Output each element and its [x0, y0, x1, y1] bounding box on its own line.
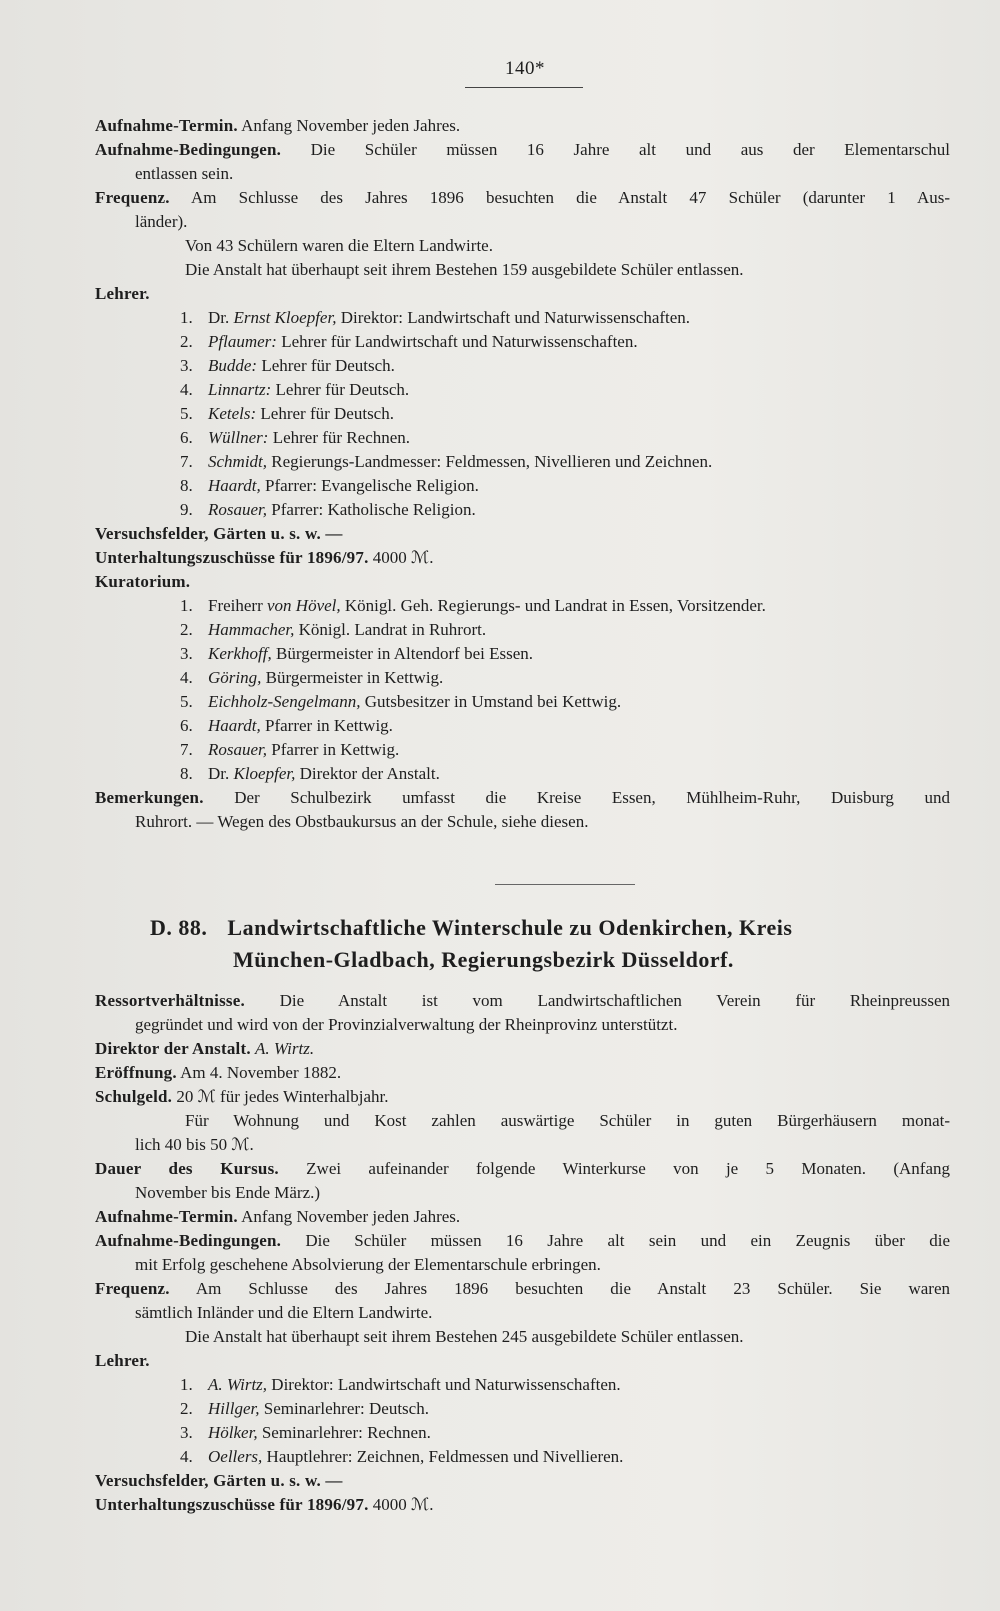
- entry-text: Am 4. November 1882.: [180, 1063, 342, 1082]
- entry-unterhaltung: [95, 1493, 950, 1517]
- entry-aufnahme-bedingungen: [95, 1229, 950, 1253]
- list-item: [95, 714, 950, 738]
- entry-paragraph: Von 43 Schülern waren die Eltern Landwirte.: [185, 236, 493, 255]
- list-item-name: Pflaumer:: [208, 332, 277, 351]
- entry-label: Eröffnung.: [95, 1063, 177, 1082]
- list-item-number: 2.: [180, 620, 193, 639]
- entry-label: Ressortverhältnisse.: [95, 991, 245, 1010]
- entry-text: Die Anstalt ist vom Landwirtschaftlichen Verein für Rheinpreussen: [279, 991, 951, 1010]
- list-item-name: Hillger,: [208, 1399, 260, 1418]
- entry-continuation: mit Erfolg geschehene Absolvierung der Elementarschule erbringen.: [135, 1255, 601, 1274]
- entry-continuation: lich 40 bis 50 ℳ.: [135, 1135, 254, 1154]
- list-item: [95, 690, 950, 714]
- list-item-text: Lehrer für Deutsch.: [275, 380, 410, 399]
- list-item: [95, 1445, 950, 1469]
- list-item-text: Königl. Geh. Regierungs- und Landrat in Essen, Vorsitzender.: [344, 596, 766, 615]
- entry-text: Am Schlusse des Jahres 1896 besuchten die Anstalt 47 Schüler (darunter 1 Aus-: [190, 188, 951, 207]
- entry-eroeffnung: [95, 1061, 950, 1085]
- entry-paragraph: Die Anstalt hat überhaupt seit ihrem Bestehen 159 ausgebildete Schüler entlassen.: [185, 260, 744, 279]
- entry-aufnahme-termin: [95, 114, 950, 138]
- list-item-text: Königl. Landrat in Ruhrort.: [298, 620, 487, 639]
- entry-label: Aufnahme-Termin.: [95, 116, 238, 135]
- entry-aufnahme-termin: [95, 1205, 950, 1229]
- list-item: [95, 594, 950, 618]
- list-item-number: 7.: [180, 740, 193, 759]
- list-item-number: 6.: [180, 716, 193, 735]
- list-item: [95, 498, 950, 522]
- entry-ressort: [95, 989, 950, 1013]
- entry-frequenz: [95, 1277, 950, 1301]
- versuchsfelder-line: Versuchsfelder, Gärten u. s. w. —: [95, 1471, 343, 1490]
- list-item: [95, 738, 950, 762]
- entry-text: Die Schüler müssen 16 Jahre alt und aus der Elementarschul: [310, 140, 951, 159]
- list-item-number: 2.: [180, 1399, 193, 1418]
- lehrer-list: [95, 1373, 950, 1469]
- entry-label: Bemerkungen.: [95, 788, 204, 807]
- list-item-name: Linnartz:: [208, 380, 272, 399]
- entry-direktor: [95, 1037, 950, 1061]
- lehrer-heading: Lehrer.: [95, 284, 150, 303]
- list-item-text: Direktor der Anstalt.: [299, 764, 440, 783]
- kuratorium-list: [95, 594, 950, 786]
- entry-unterhaltung: [95, 546, 950, 570]
- list-item-number: 7.: [180, 452, 193, 471]
- entry-text: Anfang November jeden Jahres.: [241, 116, 461, 135]
- list-item-number: 4.: [180, 668, 193, 687]
- entry-continuation: länder).: [135, 212, 188, 231]
- entry-text: 20 ℳ für jedes Winterhalbjahr.: [176, 1087, 389, 1106]
- list-item-number: 5.: [180, 404, 193, 423]
- list-item: [95, 1421, 950, 1445]
- entry-label: Direktor der Anstalt.: [95, 1039, 251, 1058]
- section-heading: [95, 912, 950, 976]
- list-item: [95, 450, 950, 474]
- list-item-name: Kerkhoff,: [208, 644, 272, 663]
- list-item-name: Eichholz-Sengelmann,: [208, 692, 361, 711]
- entry-text: Am Schlusse des Jahres 1896 besuchten die Anstalt 23 Schüler. Sie waren: [195, 1279, 950, 1298]
- entry-label: Schulgeld.: [95, 1087, 173, 1106]
- list-item-number: 3.: [180, 356, 193, 375]
- list-item-text: Lehrer für Rechnen.: [272, 428, 411, 447]
- list-item-text: Seminarlehrer: Deutsch.: [263, 1399, 429, 1418]
- entry-bemerkungen: [95, 786, 950, 810]
- list-item-name: Hölker,: [208, 1423, 258, 1442]
- page-number: 140*: [505, 58, 545, 79]
- entry-text: Die Schüler müssen 16 Jahre alt sein und ein Zeugnis über die: [305, 1231, 951, 1250]
- list-item: [95, 666, 950, 690]
- list-item-number: 3.: [180, 1423, 193, 1442]
- entry-aufnahme-bedingungen: [95, 138, 950, 162]
- list-item: [95, 474, 950, 498]
- entry-continuation: gegründet und wird von der Provinzialverwaltung der Rheinprovinz unterstützt.: [135, 1015, 678, 1034]
- list-item-text: Bürgermeister in Kettwig.: [265, 668, 444, 687]
- entry-text: A. Wirtz.: [255, 1039, 315, 1058]
- list-item-number: 1.: [180, 596, 193, 615]
- list-item-name: Budde:: [208, 356, 258, 375]
- list-item-number: 1.: [180, 1375, 193, 1394]
- list-item-number: 8.: [180, 476, 193, 495]
- list-item: [95, 330, 950, 354]
- entry-paragraph: Die Anstalt hat überhaupt seit ihrem Bestehen 245 ausgebildete Schüler entlassen.: [185, 1327, 744, 1346]
- list-item: [95, 618, 950, 642]
- list-item: [95, 378, 950, 402]
- section-previous-school: [95, 114, 950, 834]
- list-item-number: 4.: [180, 1447, 193, 1466]
- entry-continuation: sämtlich Inländer und die Eltern Landwirte.: [135, 1303, 433, 1322]
- entry-text: Zwei aufeinander folgende Winterkurse von je 5 Monaten. (Anfang: [306, 1159, 950, 1178]
- entry-schulgeld: [95, 1085, 950, 1109]
- list-item-name: A. Wirtz,: [208, 1375, 268, 1394]
- list-item-text: Pfarrer in Kettwig.: [265, 716, 393, 735]
- list-item-name: Oellers,: [208, 1447, 263, 1466]
- list-item-text: Bürgermeister in Altendorf bei Essen.: [276, 644, 533, 663]
- list-item-name: Kloepfer,: [233, 764, 296, 783]
- entry-continuation: Ruhrort. — Wegen des Obstbaukursus an der Schule, siehe diesen.: [135, 812, 589, 831]
- versuchsfelder-line: Versuchsfelder, Gärten u. s. w. —: [95, 524, 343, 543]
- list-item-text: Lehrer für Deutsch.: [261, 356, 395, 375]
- list-item-text: Direktor: Landwirtschaft und Naturwissenschaften.: [271, 1375, 621, 1394]
- heading-title-line2: München-Gladbach, Regierungsbezirk Düsseldorf.: [233, 947, 734, 972]
- list-item-text: Pfarrer in Kettwig.: [271, 740, 400, 759]
- entry-text: 4000 ℳ.: [372, 1495, 434, 1514]
- list-item: [95, 762, 950, 786]
- list-item-name: Haardt,: [208, 476, 261, 495]
- list-item-prefix: Dr.: [208, 764, 230, 783]
- list-item-name: von Hövel,: [267, 596, 341, 615]
- list-item-name: Schmidt,: [208, 452, 268, 471]
- entry-label: Aufnahme-Termin.: [95, 1207, 238, 1226]
- list-item: [95, 1397, 950, 1421]
- list-item-number: 1.: [180, 308, 193, 327]
- list-item-name: Rosauer,: [208, 500, 268, 519]
- list-item-name: Ernst Kloepfer,: [233, 308, 337, 327]
- entry-label: Dauer des Kursus.: [95, 1159, 279, 1178]
- entry-frequenz: [95, 186, 950, 210]
- list-item-number: 5.: [180, 692, 193, 711]
- lehrer-list: [95, 306, 950, 522]
- list-item-text: Seminarlehrer: Rechnen.: [261, 1423, 431, 1442]
- list-item: [95, 426, 950, 450]
- entry-text: 4000 ℳ.: [372, 548, 434, 567]
- heading-title-line1: Landwirtschaftliche Winterschule zu Odenkirchen, Kreis: [227, 915, 793, 940]
- list-item: [95, 402, 950, 426]
- entry-label: Unterhaltungszuschüsse für 1896/97.: [95, 548, 369, 567]
- list-item-number: 6.: [180, 428, 193, 447]
- heading-number: D. 88.: [150, 915, 208, 940]
- kuratorium-heading: Kuratorium.: [95, 572, 191, 591]
- list-item-prefix: Freiherr: [208, 596, 263, 615]
- entry-label: Unterhaltungszuschüsse für 1896/97.: [95, 1495, 369, 1514]
- list-item-name: Rosauer,: [208, 740, 268, 759]
- list-item: [95, 306, 950, 330]
- list-item-name: Haardt,: [208, 716, 261, 735]
- list-item-name: Ketels:: [208, 404, 257, 423]
- entry-continuation: November bis Ende März.): [135, 1183, 321, 1202]
- list-item-text: Hauptlehrer: Zeichnen, Feldmessen und Nivellieren.: [266, 1447, 624, 1466]
- list-item-text: Lehrer für Deutsch.: [260, 404, 394, 423]
- entry-label: Aufnahme-Bedingungen.: [95, 1231, 282, 1250]
- section-odenkirchen: [95, 989, 950, 1517]
- entry-continuation: entlassen sein.: [135, 164, 234, 183]
- page-number-rule: [465, 87, 583, 88]
- list-item-text: Direktor: Landwirtschaft und Naturwissenschaften.: [340, 308, 691, 327]
- entry-paragraph: Für Wohnung und Kost zahlen auswärtige Schüler in guten Bürgerhäusern monat-: [185, 1111, 950, 1130]
- entry-label: Frequenz.: [95, 188, 170, 207]
- list-item-number: 3.: [180, 644, 193, 663]
- list-item-name: Göring,: [208, 668, 262, 687]
- list-item-text: Lehrer für Landwirtschaft und Naturwissenschaften.: [281, 332, 638, 351]
- list-item-number: 9.: [180, 500, 193, 519]
- list-item: [95, 1373, 950, 1397]
- section-separator: [495, 884, 635, 885]
- list-item-number: 2.: [180, 332, 193, 351]
- list-item-number: 4.: [180, 380, 193, 399]
- list-item-text: Regierungs-Landmesser: Feldmessen, Nivellieren und Zeichnen.: [271, 452, 713, 471]
- list-item-name: Wüllner:: [208, 428, 269, 447]
- list-item-prefix: Dr.: [208, 308, 230, 327]
- list-item: [95, 642, 950, 666]
- entry-dauer: [95, 1157, 950, 1181]
- list-item-text: Gutsbesitzer in Umstand bei Kettwig.: [364, 692, 622, 711]
- list-item-text: Pfarrer: Katholische Religion.: [271, 500, 476, 519]
- lehrer-heading: Lehrer.: [95, 1351, 150, 1370]
- entry-text: Anfang November jeden Jahres.: [241, 1207, 461, 1226]
- entry-label: Aufnahme-Bedingungen.: [95, 140, 282, 159]
- list-item: [95, 354, 950, 378]
- list-item-number: 8.: [180, 764, 193, 783]
- entry-label: Frequenz.: [95, 1279, 170, 1298]
- list-item-text: Pfarrer: Evangelische Religion.: [265, 476, 479, 495]
- list-item-name: Hammacher,: [208, 620, 295, 639]
- entry-text: Der Schulbezirk umfasst die Kreise Essen, Mühlheim-Ruhr, Duisburg und: [234, 788, 950, 807]
